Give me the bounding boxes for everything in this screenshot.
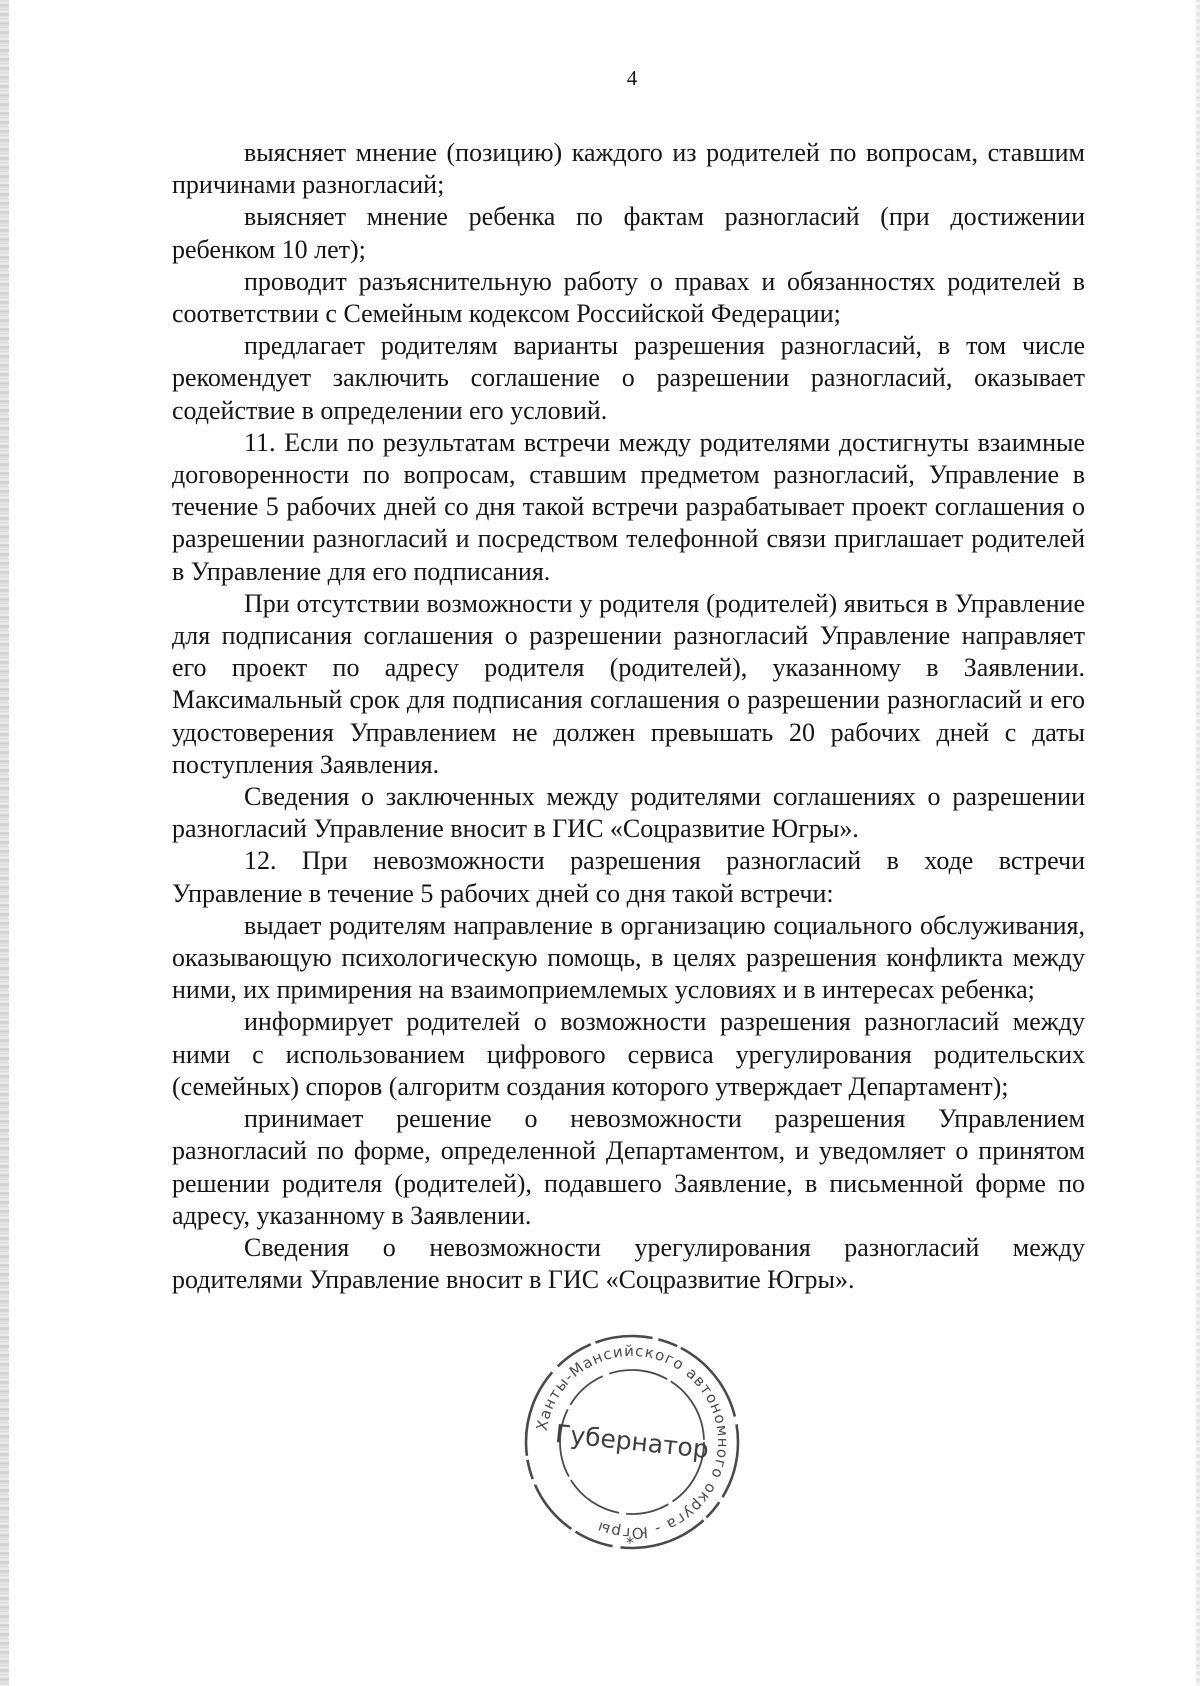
official-seal bbox=[520, 1330, 744, 1554]
paragraph-9: выдает родителям направление в организацию социального обслуживания, оказывающую психологическую помощь, в целях разрешения конфликта между ними, их примирения на взаимоприемлемых условиях и в интересах ребенка; bbox=[172, 910, 1085, 1005]
paragraph-11: принимает решение о невозможности разрешения Управлением разногласий по форме, определенной Департаментом, и уведомляет о принятом решении родителя (родителей), подавшего Заявление, в письменной форме по адресу, указанному в Заявлении. bbox=[172, 1104, 1085, 1230]
page-number: 4 bbox=[626, 66, 638, 90]
scan-edge-right bbox=[1196, 0, 1200, 1686]
paragraph-6: При отсутствии возможности у родителя (родителей) явиться в Управление для подписания соглашения о разрешении разногласий Управление направляет его проект по адресу родителя (родителей), указанному в Заявлении. Максимальный срок для подписания соглашения о разрешении разногласий и его удостоверения Управлением не должен превышать 20 рабочих дней с даты поступления Заявления. bbox=[172, 588, 1085, 779]
paragraph-1: выясняет мнение (позицию) каждого из родителей по вопросам, ставшим причинами разногласий; bbox=[172, 138, 1085, 200]
paragraph-10: информирует родителей о возможности разрешения разногласий между ними с использованием цифрового сервиса урегулирования родительских (семейных) споров (алгоритм создания которого утверждает Департамент); bbox=[172, 1007, 1085, 1101]
paragraph-7: Сведения о заключенных между родителями соглашениях о разрешении разногласий Управление вносит в ГИС «Соцразвитие Югры». bbox=[172, 782, 1085, 844]
seal-star: * bbox=[626, 1533, 634, 1552]
paragraph-2: выясняет мнение ребенка по фактам разногласий (при достижении ребенком 10 лет); bbox=[172, 202, 1085, 264]
paragraph-12: Сведения о невозможности урегулирования разногласий между родителями Управление вносит в ГИС «Соцразвитие Югры». bbox=[172, 1232, 1085, 1295]
seal-center-text: Губернатор bbox=[553, 1419, 711, 1464]
seal-ring-text: Ханты-Мансийского автономного округа - Югры bbox=[532, 1341, 733, 1543]
paragraph-8: 12. При невозможности разрешения разногласий в ходе встречи Управление в течение 5 рабочих дней со дня такой встречи: bbox=[172, 846, 1085, 908]
paragraph-5: 11. Если по результатам встречи между родителями достигнуты взаимные договоренности по вопросам, ставшим предметом разногласий, Управление в течение 5 рабочих дней со дня такой встречи разрабатывает проект соглашения о разрешении разногласий и посредством телефонной связи приглашает родителей в Управление для его подписания. bbox=[172, 427, 1085, 586]
document-body bbox=[172, 137, 1085, 1296]
paragraph-4: предлагает родителям варианты разрешения разногласий, в том числе рекомендует заключить соглашение о разрешении разногласий, оказывает содействие в определении его условий. bbox=[172, 331, 1085, 425]
scan-edge-left bbox=[0, 0, 9, 1686]
paragraph-3: проводит разъяснительную работу о правах и обязанностях родителей в соответствии с Семейным кодексом Российской Федерации; bbox=[172, 266, 1085, 329]
